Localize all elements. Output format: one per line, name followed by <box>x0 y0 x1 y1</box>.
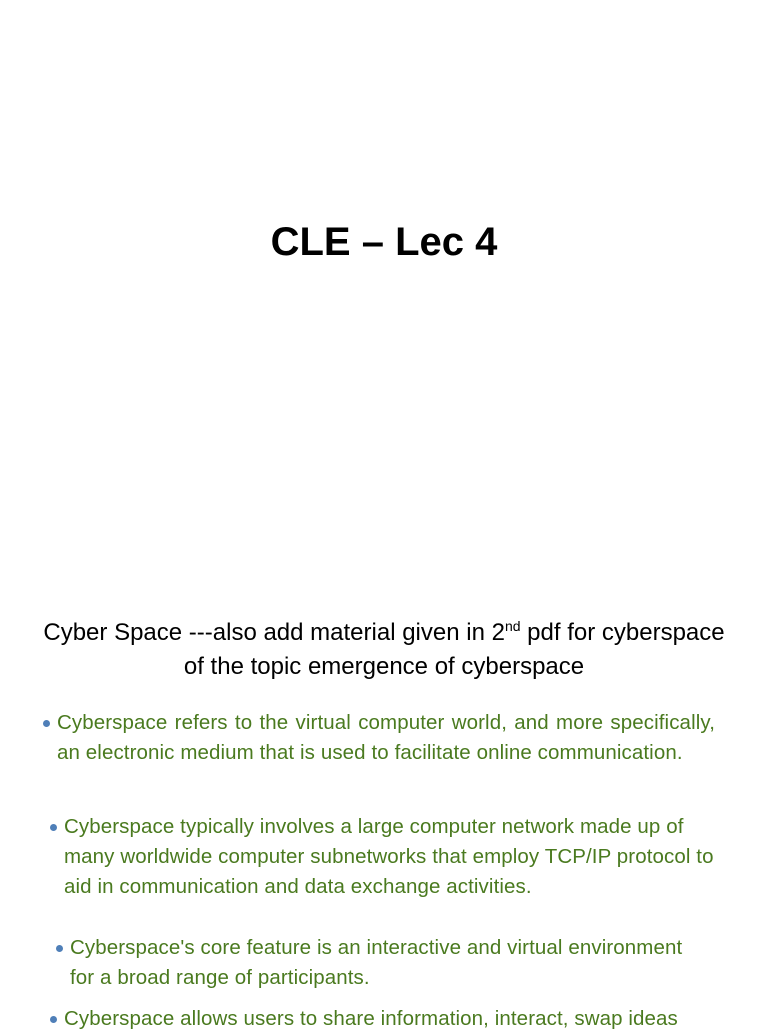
bullet-item <box>64 812 714 902</box>
bullet-dot-icon <box>50 824 57 831</box>
slide-2 <box>0 560 768 1030</box>
bullet-item <box>70 933 710 993</box>
heading-text-end: pdf for cyberspace of the topic emergence of cyberspace <box>183 619 725 680</box>
bullet-item <box>57 708 715 768</box>
bullet-text: Cyberspace refers to the virtual computer world, and more specifically, an electronic medium that is used to facilitate online communication. <box>57 711 715 764</box>
bullet-text: Cyberspace's core feature is an interactive and virtual environment for a broad range of participants. <box>70 936 683 989</box>
slide-title: CLE – Lec 4 <box>270 220 498 264</box>
bullet-dot-icon <box>43 720 50 727</box>
bullet-text: Cyberspace typically involves a large computer network made up of many worldwide computer subnetworks that employ TCP/IP protocol to aid in communication and data exchange activities. <box>64 815 714 898</box>
slide-heading <box>40 616 728 684</box>
heading-superscript: nd <box>504 618 521 634</box>
bullet-dot-icon <box>50 1016 57 1023</box>
bullet-item <box>64 1004 724 1034</box>
bullet-dot-icon <box>56 945 63 952</box>
heading-text-start: Cyber Space ---also add material given in 2 <box>43 619 505 646</box>
bullet-text: Cyberspace allows users to share information, interact, swap ideas <box>64 1007 678 1030</box>
